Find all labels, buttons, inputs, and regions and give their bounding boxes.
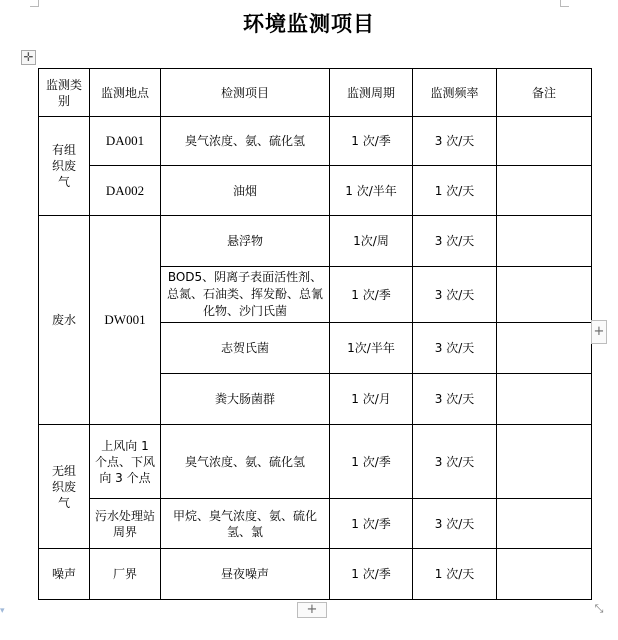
frequency-cell[interactable]: 3 次/天 — [413, 267, 497, 323]
category-cell[interactable]: 有组织废气 — [39, 117, 90, 216]
remark-cell[interactable] — [497, 323, 592, 374]
frequency-cell[interactable]: 3 次/天 — [413, 374, 497, 425]
location-cell[interactable]: DW001 — [90, 216, 161, 425]
table-row — [39, 166, 592, 216]
header-item[interactable]: 检测项目 — [161, 69, 330, 117]
header-category[interactable]: 监测类别 — [39, 69, 90, 117]
period-cell[interactable]: 1 次/季 — [330, 267, 413, 323]
item-cell[interactable]: 臭气浓度、氨、硫化氢 — [161, 117, 330, 166]
corner-mark-top-left — [30, 0, 39, 7]
frequency-cell[interactable]: 1 次/天 — [413, 166, 497, 216]
frequency-cell[interactable]: 3 次/天 — [413, 323, 497, 374]
category-cell[interactable]: 无组织废气 — [39, 425, 90, 549]
remark-cell[interactable] — [497, 549, 592, 600]
item-cell[interactable]: 粪大肠菌群 — [161, 374, 330, 425]
table-resize-icon[interactable]: ⤡ — [594, 602, 604, 615]
header-location[interactable]: 监测地点 — [90, 69, 161, 117]
remark-cell[interactable] — [497, 216, 592, 267]
period-cell[interactable]: 1 次/季 — [330, 549, 413, 600]
location-cell[interactable]: 污水处理站周界 — [90, 499, 161, 549]
remark-cell[interactable] — [497, 499, 592, 549]
dropdown-arrow-icon: ▾ — [0, 606, 5, 616]
period-cell[interactable]: 1次/半年 — [330, 323, 413, 374]
frequency-cell[interactable]: 1 次/天 — [413, 549, 497, 600]
remark-cell[interactable] — [497, 166, 592, 216]
period-cell[interactable]: 1 次/半年 — [330, 166, 413, 216]
item-cell[interactable]: 油烟 — [161, 166, 330, 216]
add-row-icon[interactable]: + — [591, 320, 607, 344]
frequency-cell[interactable]: 3 次/天 — [413, 216, 497, 267]
document-title: 环境监测项目 — [243, 11, 375, 36]
item-cell[interactable]: 甲烷、臭气浓度、氨、硫化氢、氯 — [161, 499, 330, 549]
item-cell[interactable]: 志贺氏菌 — [161, 323, 330, 374]
category-cell[interactable]: 噪声 — [39, 549, 90, 600]
location-cell[interactable]: DA001 — [90, 117, 161, 166]
remark-cell[interactable] — [497, 374, 592, 425]
location-cell[interactable]: 上风向 1 个点、下风向 3 个点 — [90, 425, 161, 499]
category-cell[interactable]: 废水 — [39, 216, 90, 425]
period-cell[interactable]: 1 次/季 — [330, 425, 413, 499]
location-cell[interactable]: DA002 — [90, 166, 161, 216]
item-cell[interactable]: 臭气浓度、氨、硫化氢 — [161, 425, 330, 499]
remark-cell[interactable] — [497, 425, 592, 499]
header-period[interactable]: 监测周期 — [330, 69, 413, 117]
item-cell[interactable]: 悬浮物 — [161, 216, 330, 267]
add-column-icon[interactable]: + — [297, 602, 327, 618]
location-cell[interactable]: 厂界 — [90, 549, 161, 600]
remark-cell[interactable] — [497, 267, 592, 323]
frequency-cell[interactable]: 3 次/天 — [413, 425, 497, 499]
period-cell[interactable]: 1 次/月 — [330, 374, 413, 425]
item-cell[interactable]: 昼夜噪声 — [161, 549, 330, 600]
table-row — [39, 549, 592, 600]
item-cell[interactable]: BOD5、阴离子表面活性剂、总氮、石油类、挥发酚、总氰化物、沙门氏菌 — [161, 267, 330, 323]
remark-cell[interactable] — [497, 117, 592, 166]
table-row — [39, 117, 592, 166]
frequency-cell[interactable]: 3 次/天 — [413, 117, 497, 166]
header-remark[interactable]: 备注 — [497, 69, 592, 117]
table-row — [39, 499, 592, 549]
table-move-handle-icon[interactable]: ✛ — [21, 50, 36, 65]
period-cell[interactable]: 1次/周 — [330, 216, 413, 267]
frequency-cell[interactable]: 3 次/天 — [413, 499, 497, 549]
table-header-row — [39, 69, 592, 117]
monitoring-table — [38, 68, 592, 600]
header-frequency[interactable]: 监测频率 — [413, 69, 497, 117]
table-row — [39, 425, 592, 499]
period-cell[interactable]: 1 次/季 — [330, 117, 413, 166]
corner-mark-top-right — [560, 0, 569, 7]
table-row — [39, 216, 592, 267]
period-cell[interactable]: 1 次/季 — [330, 499, 413, 549]
